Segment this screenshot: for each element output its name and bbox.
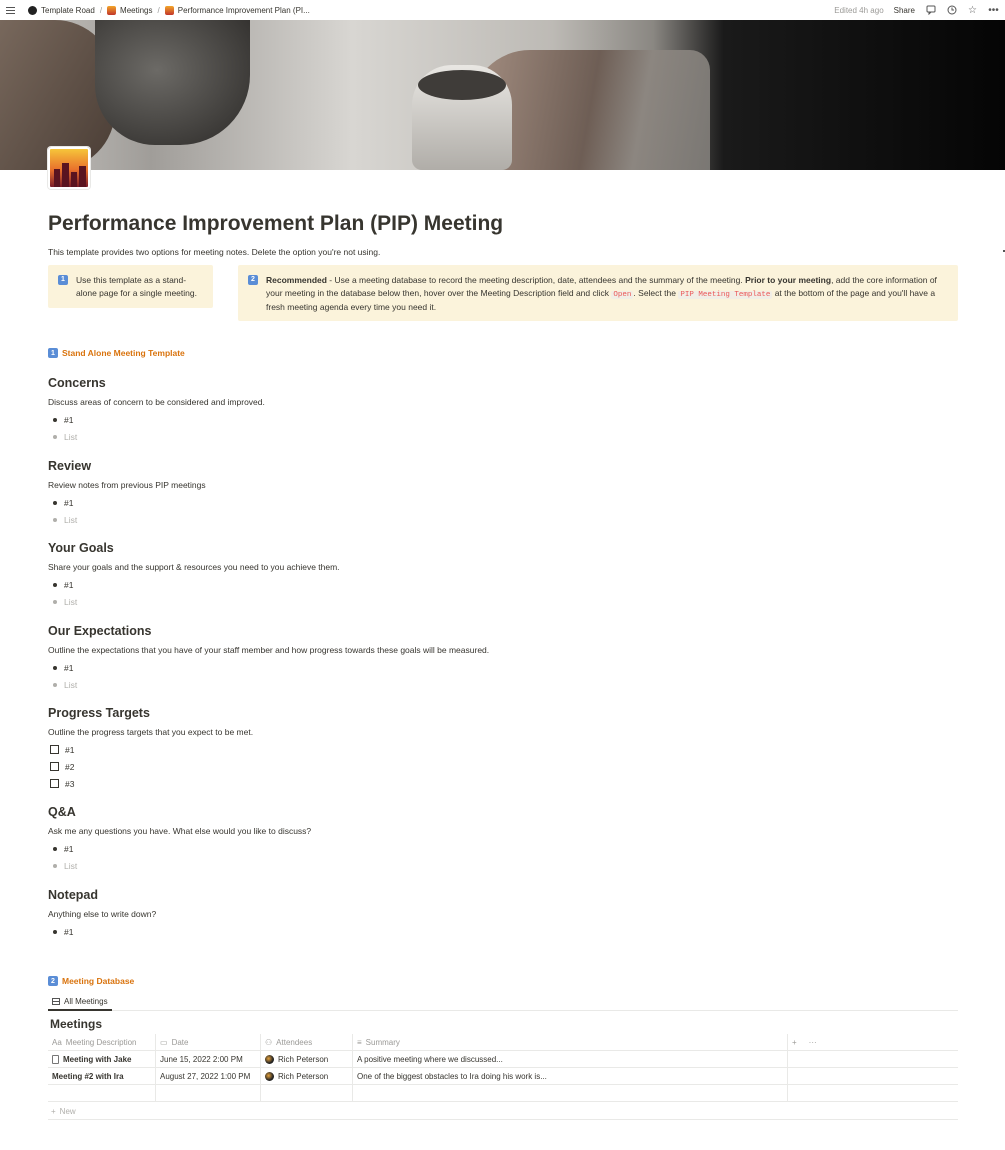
table-row[interactable] — [48, 1051, 958, 1068]
more-icon[interactable]: ··· — [808, 1037, 817, 1047]
list-item[interactable]: #1 — [48, 659, 948, 676]
share-button[interactable]: Share — [893, 5, 915, 15]
more-icon[interactable]: ••• — [988, 4, 999, 16]
list-item-placeholder[interactable]: List — [48, 676, 948, 693]
comment-icon[interactable] — [925, 5, 936, 16]
meetings-icon — [107, 6, 116, 15]
attendee-name: Rich Peterson — [278, 1071, 329, 1081]
callout-recommended-text: Recommended - Use a meeting database to record the meeting description, date, attendees and the summary of the meeting. Prior to your meeting, add the core information of your meeting in the database below then, hover over the Meeting Description field and click Open . Select the PIP Meeting Template at the bottom of the page and you'll have a fresh meeting agenda every time you need it. — [266, 275, 937, 313]
star-icon[interactable]: ☆ — [968, 4, 977, 16]
callout-recommended[interactable] — [238, 265, 958, 321]
meeting-summary[interactable]: One of the biggest obstacles to Ira doing his work is... — [353, 1068, 788, 1084]
meetings-table — [48, 1034, 958, 1102]
attendee-name: Rich Peterson — [278, 1054, 329, 1064]
tab-all-meetings[interactable]: All Meetings — [48, 993, 112, 1011]
text-lines-icon: ≡ — [357, 1037, 362, 1047]
breadcrumb-separator: / — [99, 5, 103, 15]
list-item-placeholder[interactable]: List — [48, 428, 948, 445]
desc-our-expectations[interactable]: Outline the expectations that you have of your staff member and how progress towards these goals will be measured. — [48, 645, 490, 655]
list-item[interactable]: #1 — [48, 840, 948, 857]
stand-alone-template-label: Stand Alone Meeting Template — [62, 347, 185, 358]
meeting-summary[interactable]: A positive meeting where we discussed... — [353, 1051, 788, 1067]
column-header-description[interactable]: Aa Meeting Description — [48, 1034, 156, 1050]
list-item[interactable]: #1 — [48, 411, 948, 428]
section-our-expectations — [48, 624, 948, 693]
checkbox[interactable] — [50, 762, 59, 771]
list-item-placeholder[interactable]: List — [48, 593, 948, 610]
page-title[interactable]: Performance Improvement Plan (PIP) Meeting — [48, 212, 504, 235]
table-row[interactable] — [48, 1068, 958, 1085]
meeting-description: Meeting with Jake — [63, 1054, 132, 1064]
table-row-empty[interactable] — [48, 1085, 958, 1102]
heading-concerns[interactable]: Concerns — [48, 376, 106, 390]
number-one-icon: 1 — [58, 275, 68, 285]
new-row-button[interactable]: + New — [48, 1104, 958, 1120]
desc-progress-targets[interactable]: Outline the progress targets that you expect to be met. — [48, 727, 254, 737]
meeting-date[interactable]: June 15, 2022 2:00 PM — [156, 1051, 261, 1067]
plus-icon: + — [51, 1107, 56, 1116]
callout-standalone-text: Use this template as a stand-alone page for a single meeting. — [76, 275, 197, 298]
number-two-icon: 2 — [248, 275, 258, 285]
column-header-attendees[interactable]: ⚇ Attendees — [261, 1034, 353, 1050]
sidebar-toggle-icon[interactable] — [6, 7, 18, 14]
column-header-summary[interactable]: ≡ Summary — [353, 1034, 788, 1050]
todo-item[interactable]: #3 — [48, 775, 948, 792]
text-property-icon: Aa — [52, 1037, 62, 1047]
cover-image — [0, 20, 1005, 170]
desc-qa[interactable]: Ask me any questions you have. What else would you like to discuss? — [48, 826, 312, 836]
breadcrumb — [28, 6, 310, 15]
clock-icon[interactable] — [946, 5, 957, 16]
heading-our-expectations[interactable]: Our Expectations — [48, 624, 152, 638]
list-item-placeholder[interactable]: List — [48, 511, 948, 528]
heading-qa[interactable]: Q&A — [48, 805, 76, 819]
section-concerns — [48, 376, 948, 445]
meeting-date[interactable]: August 27, 2022 1:00 PM — [156, 1068, 261, 1084]
list-item[interactable]: #1 — [48, 494, 948, 511]
desc-review[interactable]: Review notes from previous PIP meetings — [48, 480, 206, 490]
database-title[interactable]: Meetings — [50, 1017, 103, 1031]
topbar — [0, 0, 1005, 20]
desc-concerns[interactable]: Discuss areas of concern to be considered and improved. — [48, 397, 265, 407]
edited-timestamp: Edited 4h ago — [834, 5, 884, 15]
heading-notepad[interactable]: Notepad — [48, 888, 98, 902]
section-qa — [48, 805, 948, 874]
section-your-goals — [48, 541, 948, 610]
breadcrumb-separator: / — [157, 5, 160, 15]
meeting-description: Meeting #2 with Ira — [52, 1071, 124, 1081]
desc-notepad[interactable]: Anything else to write down? — [48, 909, 157, 919]
heading-progress-targets[interactable]: Progress Targets — [48, 706, 150, 720]
column-actions — [788, 1034, 958, 1050]
heading-your-goals[interactable]: Your Goals — [48, 541, 114, 555]
table-header — [48, 1034, 958, 1051]
database-view-tabs — [48, 993, 958, 1011]
breadcrumb-item-template-road[interactable]: Template Road — [41, 5, 95, 15]
page-intro[interactable]: This template provides two options for meeting notes. Delete the option you're not using. — [48, 247, 381, 257]
todo-item[interactable]: #2 — [48, 758, 948, 775]
avatar — [265, 1055, 274, 1064]
meeting-database-link[interactable] — [48, 975, 134, 986]
section-progress-targets — [48, 706, 948, 792]
page-icon — [52, 1055, 59, 1064]
list-item-placeholder[interactable]: List — [48, 857, 948, 874]
meeting-database-label: Meeting Database — [62, 975, 135, 986]
checkbox[interactable] — [50, 745, 59, 754]
section-review — [48, 459, 948, 528]
template-road-icon — [28, 6, 37, 15]
desc-your-goals[interactable]: Share your goals and the support & resources you need to you achieve them. — [48, 562, 340, 572]
stand-alone-template-link[interactable] — [48, 347, 185, 358]
table-icon — [52, 998, 60, 1005]
avatar — [265, 1072, 274, 1081]
checkbox[interactable] — [50, 779, 59, 788]
section-notepad — [48, 888, 948, 940]
callout-standalone[interactable] — [48, 265, 213, 308]
list-item[interactable]: #1 — [48, 923, 948, 940]
number-two-icon: 2 — [48, 976, 58, 986]
people-icon: ⚇ — [265, 1037, 273, 1047]
add-property-icon[interactable]: + — [792, 1037, 797, 1047]
calendar-icon: ▭ — [160, 1037, 168, 1047]
list-item[interactable]: #1 — [48, 576, 948, 593]
page-icon-small — [165, 6, 174, 15]
breadcrumb-item-meetings[interactable]: Meetings — [120, 5, 153, 15]
column-header-date[interactable]: ▭ Date — [156, 1034, 261, 1050]
breadcrumb-item-current[interactable]: Performance Improvement Plan (PI... — [177, 5, 310, 15]
number-one-icon: 1 — [48, 348, 58, 358]
page-emoji-icon[interactable] — [48, 147, 90, 189]
heading-review[interactable]: Review — [48, 459, 92, 473]
todo-item[interactable]: #1 — [48, 741, 948, 758]
